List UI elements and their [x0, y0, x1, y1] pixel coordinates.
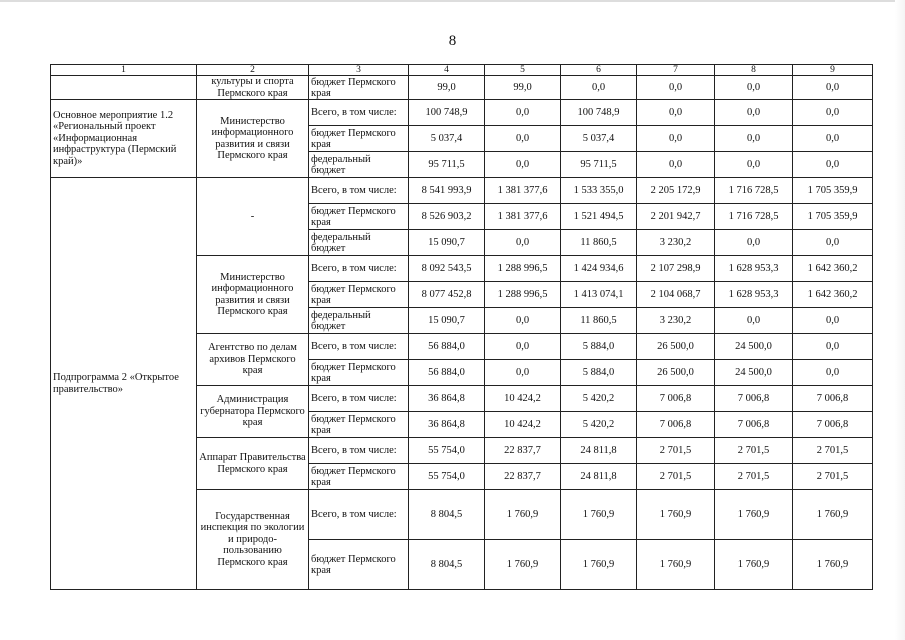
value-cell: 2 701,5 — [793, 464, 873, 490]
value-cell: 5 884,0 — [561, 360, 637, 386]
value-cell: 24 500,0 — [715, 334, 793, 360]
value-cell: 10 424,2 — [485, 386, 561, 412]
value-cell: 1 288 996,5 — [485, 256, 561, 282]
funding-source-cell: Всего, в том числе: — [309, 386, 409, 412]
value-cell: 0,0 — [637, 126, 715, 152]
value-cell: 22 837,7 — [485, 438, 561, 464]
value-cell: 2 701,5 — [715, 464, 793, 490]
value-cell: 36 864,8 — [409, 412, 485, 438]
col-header: 9 — [793, 65, 873, 76]
scan-right-edge — [895, 0, 905, 640]
value-cell: 2 107 298,9 — [637, 256, 715, 282]
value-cell: 1 760,9 — [715, 490, 793, 540]
value-cell: 56 884,0 — [409, 334, 485, 360]
value-cell: 1 760,9 — [637, 540, 715, 590]
col-header: 7 — [637, 65, 715, 76]
value-cell: 1 705 359,9 — [793, 204, 873, 230]
value-cell: 1 760,9 — [561, 540, 637, 590]
value-cell: 1 381 377,6 — [485, 178, 561, 204]
funding-source-cell: федеральный бюджет — [309, 230, 409, 256]
value-cell: 0,0 — [793, 152, 873, 178]
value-cell: 0,0 — [485, 126, 561, 152]
value-cell: 1 424 934,6 — [561, 256, 637, 282]
value-cell: 1 760,9 — [793, 490, 873, 540]
value-cell: 8 077 452,8 — [409, 282, 485, 308]
value-cell: 0,0 — [637, 152, 715, 178]
funding-source-cell: Всего, в том числе: — [309, 256, 409, 282]
value-cell: 5 037,4 — [409, 126, 485, 152]
col-header: 4 — [409, 65, 485, 76]
value-cell: 0,0 — [715, 100, 793, 126]
value-cell: 99,0 — [485, 76, 561, 100]
value-cell: 24 811,8 — [561, 438, 637, 464]
executor-cell: культуры и спорта Пермского края — [197, 76, 309, 100]
value-cell: 0,0 — [715, 152, 793, 178]
value-cell: 2 701,5 — [637, 438, 715, 464]
executor-cell: Агентство по делам архивов Пермского края — [197, 334, 309, 386]
value-cell: 3 230,2 — [637, 230, 715, 256]
activity-cell: Подпрограмма 2 «Открытое правительство» — [51, 178, 197, 590]
value-cell: 24 811,8 — [561, 464, 637, 490]
scan-top-edge — [0, 0, 905, 2]
value-cell: 0,0 — [715, 126, 793, 152]
value-cell: 7 006,8 — [793, 412, 873, 438]
funding-source-cell: бюджет Пермского края — [309, 204, 409, 230]
value-cell: 2 701,5 — [793, 438, 873, 464]
executor-cell: Аппарат Правительства Пермского края — [197, 438, 309, 490]
activity-cell — [51, 76, 197, 100]
value-cell: 26 500,0 — [637, 334, 715, 360]
value-cell: 36 864,8 — [409, 386, 485, 412]
value-cell: 99,0 — [409, 76, 485, 100]
value-cell: 1 760,9 — [561, 490, 637, 540]
value-cell: 8 541 993,9 — [409, 178, 485, 204]
value-cell: 1 642 360,2 — [793, 256, 873, 282]
value-cell: 10 424,2 — [485, 412, 561, 438]
value-cell: 0,0 — [485, 152, 561, 178]
funding-source-cell: Всего, в том числе: — [309, 178, 409, 204]
value-cell: 8 526 903,2 — [409, 204, 485, 230]
funding-source-cell: Всего, в том числе: — [309, 490, 409, 540]
value-cell: 0,0 — [485, 360, 561, 386]
value-cell: 1 760,9 — [793, 540, 873, 590]
value-cell: 0,0 — [485, 334, 561, 360]
value-cell: 7 006,8 — [637, 386, 715, 412]
value-cell: 0,0 — [485, 100, 561, 126]
funding-source-cell: бюджет Пермского края — [309, 360, 409, 386]
value-cell: 1 381 377,6 — [485, 204, 561, 230]
value-cell: 8 804,5 — [409, 490, 485, 540]
value-cell: 0,0 — [793, 76, 873, 100]
executor-cell: - — [197, 178, 309, 256]
value-cell: 3 230,2 — [637, 308, 715, 334]
budget-table — [50, 64, 873, 590]
value-cell: 1 760,9 — [637, 490, 715, 540]
executor-cell: Министерство информационного развития и связи Пермского края — [197, 256, 309, 334]
value-cell: 1 716 728,5 — [715, 204, 793, 230]
value-cell: 24 500,0 — [715, 360, 793, 386]
col-header: 8 — [715, 65, 793, 76]
value-cell: 7 006,8 — [715, 386, 793, 412]
col-header: 3 — [309, 65, 409, 76]
value-cell: 1 413 074,1 — [561, 282, 637, 308]
column-number-row — [51, 65, 873, 76]
executor-cell: Администрация губернатора Пермского края — [197, 386, 309, 438]
value-cell: 100 748,9 — [409, 100, 485, 126]
funding-source-cell: Всего, в том числе: — [309, 334, 409, 360]
funding-source-cell: бюджет Пермского края — [309, 126, 409, 152]
table-row — [51, 178, 873, 204]
value-cell: 95 711,5 — [561, 152, 637, 178]
value-cell: 8 804,5 — [409, 540, 485, 590]
value-cell: 7 006,8 — [793, 386, 873, 412]
value-cell: 2 701,5 — [637, 464, 715, 490]
value-cell: 26 500,0 — [637, 360, 715, 386]
col-header: 1 — [51, 65, 197, 76]
table-row — [51, 100, 873, 126]
executor-cell: Министерство информационного развития и связи Пермского края — [197, 100, 309, 178]
value-cell: 0,0 — [793, 334, 873, 360]
funding-source-cell: бюджет Пермского края — [309, 282, 409, 308]
value-cell: 0,0 — [637, 76, 715, 100]
value-cell: 95 711,5 — [409, 152, 485, 178]
activity-cell: Основное мероприятие 1.2 «Региональный проект «Информационная инфраструктура (Пермский край)» — [51, 100, 197, 178]
value-cell: 11 860,5 — [561, 308, 637, 334]
funding-source-cell: федеральный бюджет — [309, 308, 409, 334]
value-cell: 1 760,9 — [485, 490, 561, 540]
value-cell: 1 642 360,2 — [793, 282, 873, 308]
value-cell: 5 420,2 — [561, 412, 637, 438]
funding-source-cell: бюджет Пермского края — [309, 76, 409, 100]
value-cell: 15 090,7 — [409, 230, 485, 256]
value-cell: 0,0 — [637, 100, 715, 126]
value-cell: 0,0 — [485, 308, 561, 334]
value-cell: 0,0 — [793, 360, 873, 386]
value-cell: 1 533 355,0 — [561, 178, 637, 204]
value-cell: 0,0 — [485, 230, 561, 256]
value-cell: 0,0 — [793, 308, 873, 334]
funding-source-cell: бюджет Пермского края — [309, 540, 409, 590]
value-cell: 11 860,5 — [561, 230, 637, 256]
value-cell: 2 201 942,7 — [637, 204, 715, 230]
value-cell: 2 104 068,7 — [637, 282, 715, 308]
value-cell: 15 090,7 — [409, 308, 485, 334]
value-cell: 1 628 953,3 — [715, 282, 793, 308]
funding-source-cell: Всего, в том числе: — [309, 100, 409, 126]
value-cell: 1 628 953,3 — [715, 256, 793, 282]
col-header: 2 — [197, 65, 309, 76]
value-cell: 1 521 494,5 — [561, 204, 637, 230]
value-cell: 0,0 — [715, 230, 793, 256]
value-cell: 0,0 — [793, 230, 873, 256]
value-cell: 7 006,8 — [715, 412, 793, 438]
value-cell: 22 837,7 — [485, 464, 561, 490]
funding-source-cell: Всего, в том числе: — [309, 438, 409, 464]
value-cell: 8 092 543,5 — [409, 256, 485, 282]
value-cell: 7 006,8 — [637, 412, 715, 438]
value-cell: 5 884,0 — [561, 334, 637, 360]
value-cell: 5 420,2 — [561, 386, 637, 412]
value-cell: 2 205 172,9 — [637, 178, 715, 204]
value-cell: 2 701,5 — [715, 438, 793, 464]
value-cell: 0,0 — [793, 126, 873, 152]
value-cell: 55 754,0 — [409, 464, 485, 490]
value-cell: 0,0 — [715, 308, 793, 334]
col-header: 6 — [561, 65, 637, 76]
value-cell: 1 716 728,5 — [715, 178, 793, 204]
value-cell: 1 760,9 — [485, 540, 561, 590]
value-cell: 5 037,4 — [561, 126, 637, 152]
table-row — [51, 76, 873, 100]
value-cell: 1 760,9 — [715, 540, 793, 590]
value-cell: 1 288 996,5 — [485, 282, 561, 308]
value-cell: 1 705 359,9 — [793, 178, 873, 204]
value-cell: 0,0 — [561, 76, 637, 100]
page-number: 8 — [448, 33, 457, 49]
funding-source-cell: бюджет Пермского края — [309, 464, 409, 490]
funding-source-cell: федеральный бюджет — [309, 152, 409, 178]
value-cell: 55 754,0 — [409, 438, 485, 464]
executor-cell: Государственная инспекция по экологии и природо-пользованию Пермского края — [197, 490, 309, 590]
value-cell: 0,0 — [793, 100, 873, 126]
value-cell: 100 748,9 — [561, 100, 637, 126]
col-header: 5 — [485, 65, 561, 76]
value-cell: 0,0 — [715, 76, 793, 100]
funding-source-cell: бюджет Пермского края — [309, 412, 409, 438]
value-cell: 56 884,0 — [409, 360, 485, 386]
